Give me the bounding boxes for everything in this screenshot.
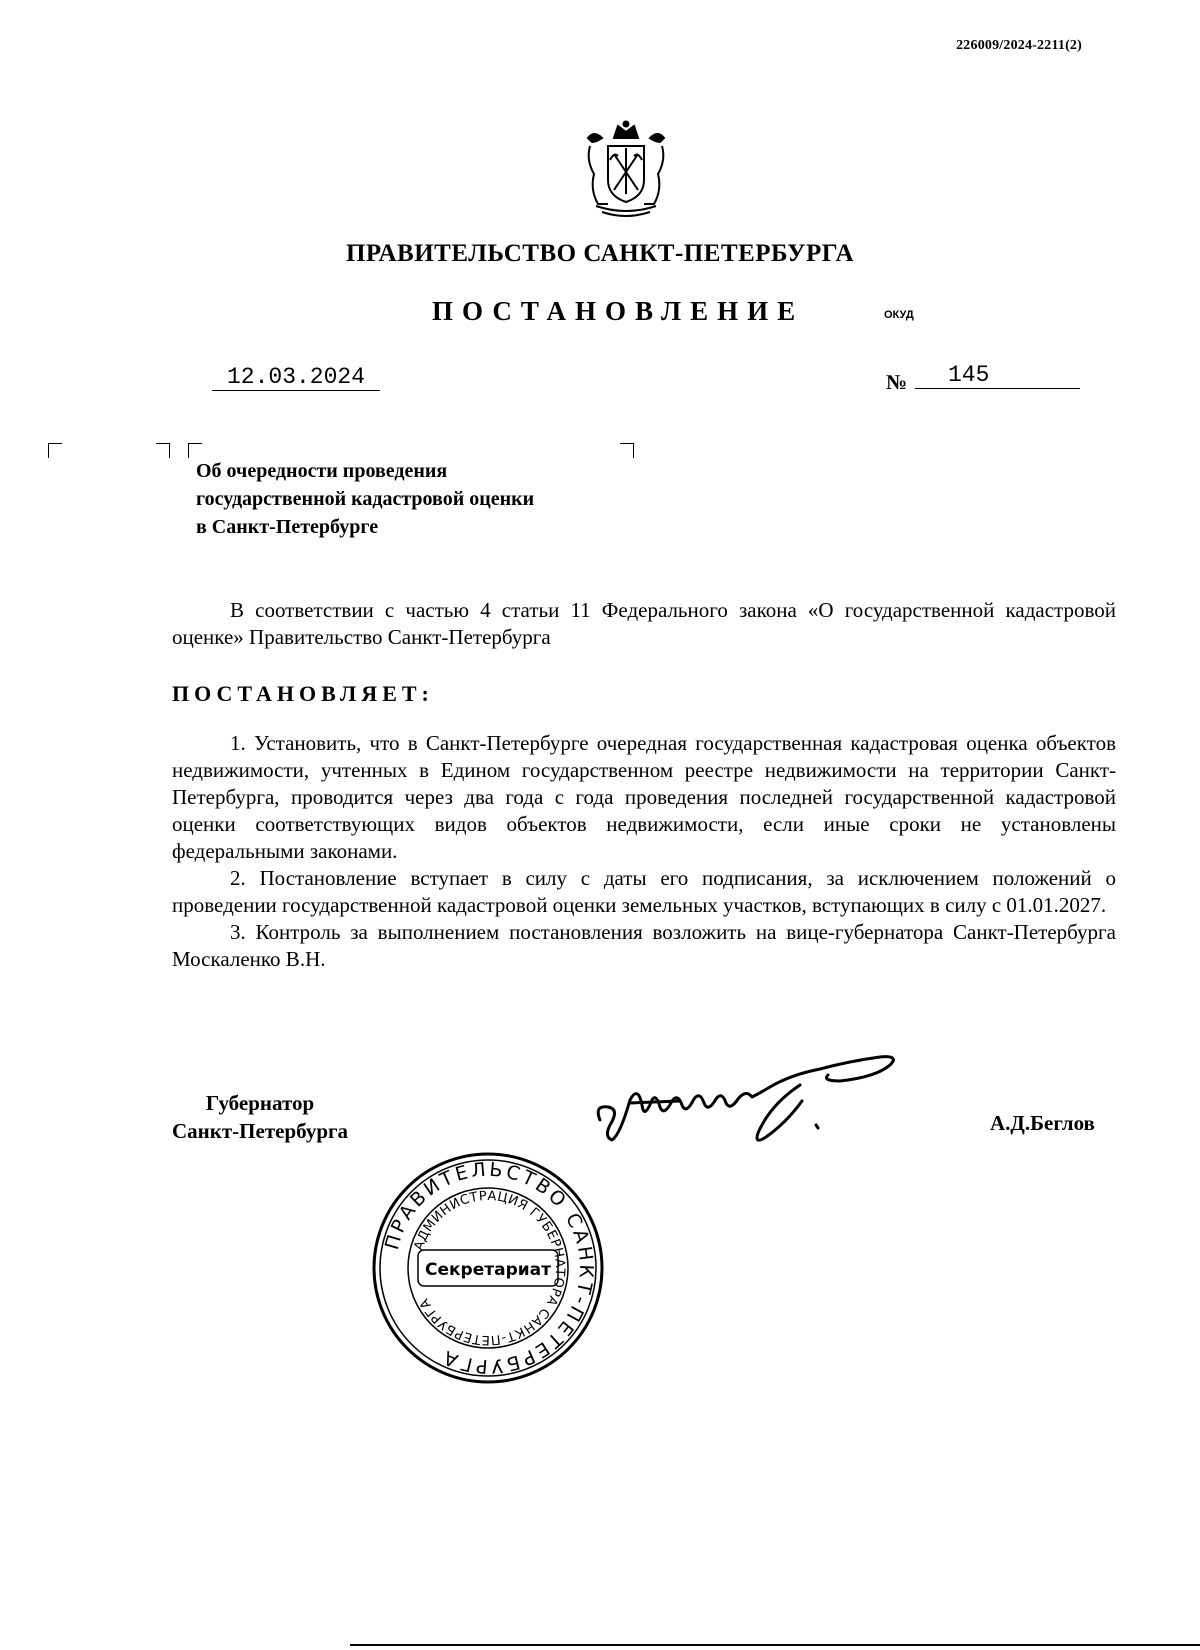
document-date: 12.03.2024 — [226, 364, 366, 390]
resolves-heading: ПОСТАНОВЛЯЕТ: — [172, 681, 434, 706]
seal-center-text: Секретариат — [425, 1260, 551, 1280]
seal-outer-text: ПРАВИТЕЛЬСТВО САНКТ-ПЕТЕРБУРГА — [380, 1158, 598, 1378]
organization-name: ПРАВИТЕЛЬСТВО САНКТ-ПЕТЕРБУРГА — [345, 240, 855, 267]
corner-mark — [156, 443, 170, 458]
subject-line: в Санкт-Петербурге — [196, 516, 379, 538]
document-number: 145 — [948, 362, 990, 388]
number-sign: № — [886, 370, 908, 394]
saint-petersburg-coat-of-arms-icon — [580, 120, 672, 220]
subject-line: Об очередности проведения — [196, 460, 448, 482]
signer-title-line: Санкт-Петербурга — [172, 1119, 349, 1143]
official-seal-icon — [370, 1150, 606, 1386]
handwritten-signature-icon — [590, 1045, 930, 1155]
signer-title-line: Губернатор — [205, 1091, 315, 1115]
resolution-item: 2. Постановление вступает в силу с даты его подписания, за исключением положений о проведении государственной кадастровой оценки земельных участков, вступающих в силу с 01.01.2027. — [172, 866, 1116, 917]
preamble-paragraph: В соответствии с частью 4 статьи 11 Федерального закона «О государственной кадастровой оценке» Правительство Санкт-Петербурга — [172, 598, 1116, 649]
subject-line: государственной кадастровой оценки — [196, 488, 535, 510]
document-date-field — [212, 364, 380, 391]
seal-inner-text: АДМИНИСТРАЦИЯ ГУБЕРНАТОРА САНКТ-ПЕТЕРБУРГА — [411, 1188, 568, 1348]
document-number-field — [915, 362, 1080, 389]
signer-title — [172, 1089, 348, 1145]
signer-name: А.Д.Беглов — [990, 1111, 1095, 1135]
resolution-item: 1. Установить, что в Санкт-Петербурге очередная государственная кадастровая оценка объектов недвижимости, учтенных в Едином государственном реестре недвижимости на территории Санкт-Петербурга, проводится через два года с года проведения последней государственной кадастровой оценки соответствующих видов объектов недвижимости, если иные сроки не установлены федеральными законами. — [172, 731, 1116, 863]
document-type-title: ПОСТАНОВЛЕНИЕ — [432, 296, 805, 326]
okud-label: ОКУД — [884, 309, 914, 321]
document-subject — [196, 457, 676, 541]
corner-mark — [188, 443, 202, 458]
resolution-items — [172, 730, 1116, 973]
corner-mark — [620, 443, 634, 458]
page-bottom-rule — [350, 1644, 1200, 1646]
resolution-item: 3. Контроль за выполнением постановления возложить на вице-губернатора Санкт-Петербурга Москаленко В.Н. — [172, 920, 1116, 971]
corner-mark — [48, 443, 62, 458]
document-registration-id: 226009/2024-2211(2) — [956, 38, 1082, 53]
